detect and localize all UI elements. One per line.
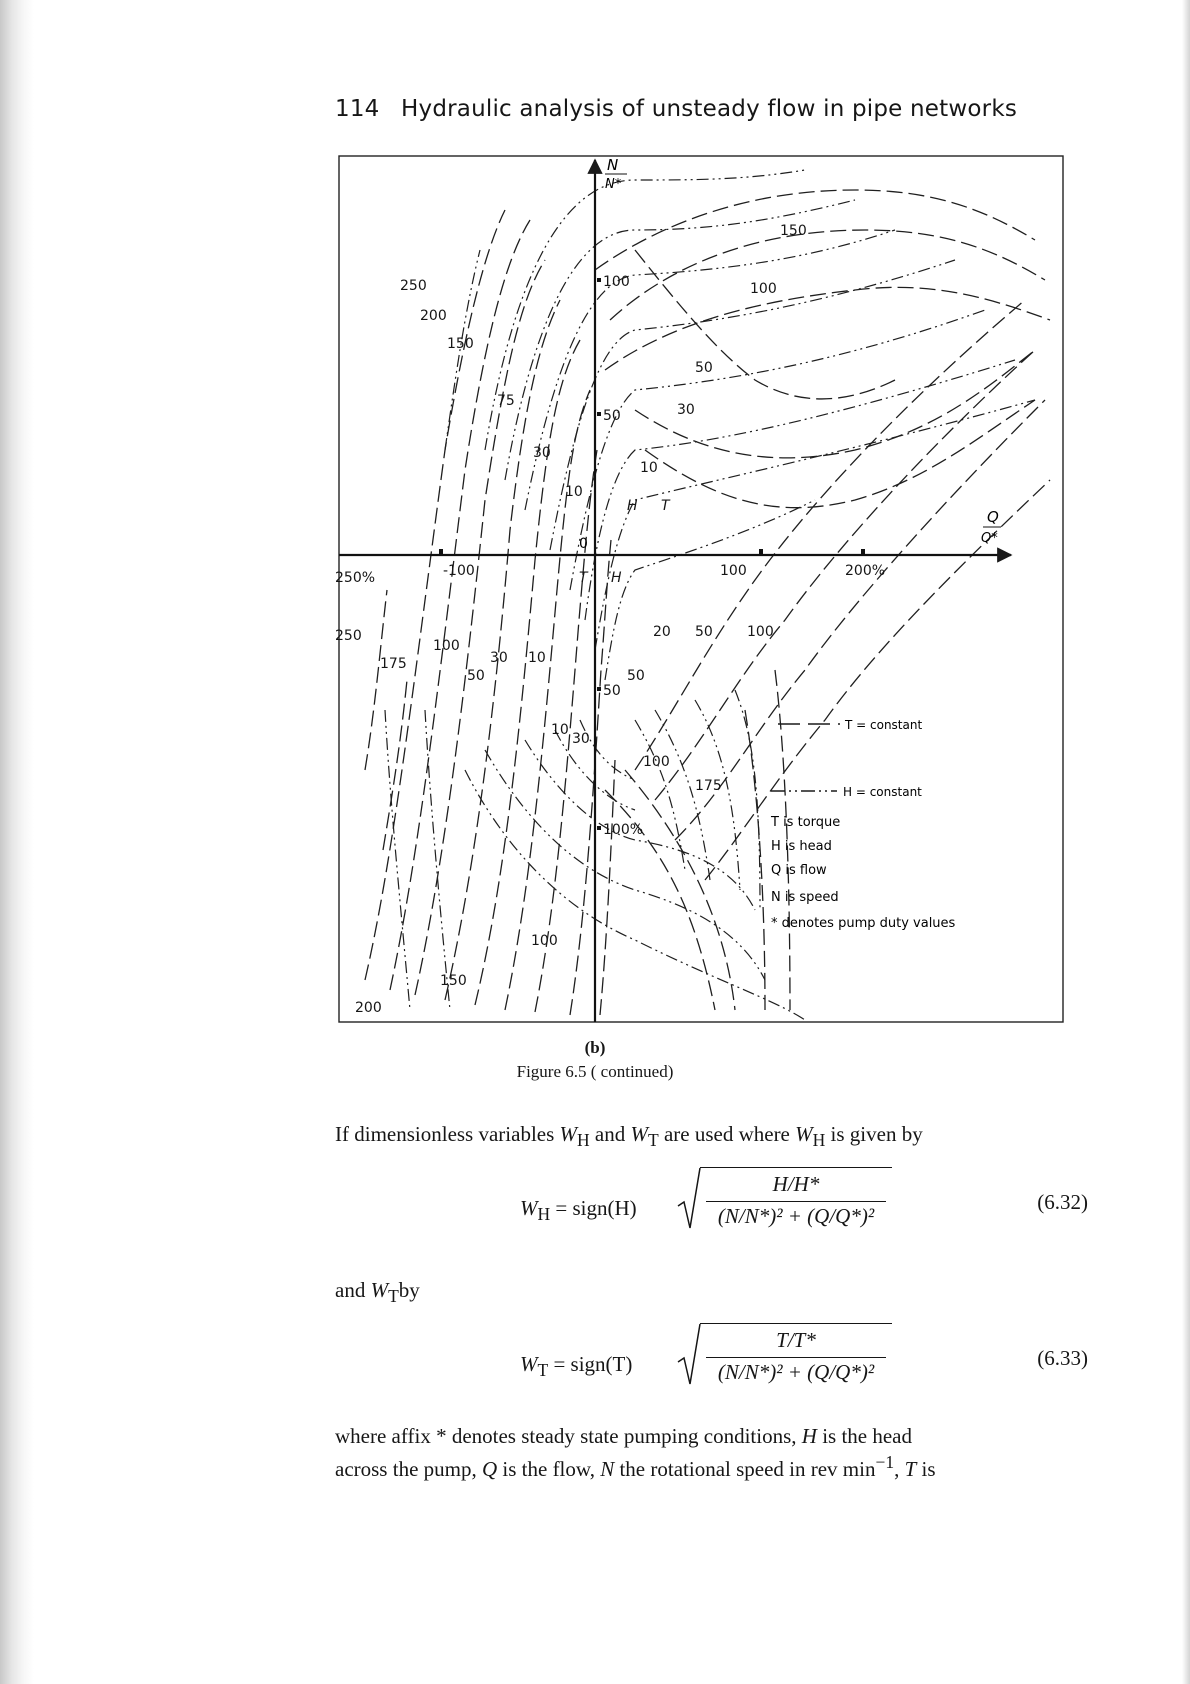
contour-label: 30 [677,402,695,418]
equation-6-33-numerator: T/T* [776,1328,816,1352]
contour-label: 100 [531,933,558,949]
tick-label-y-neg: 100% [603,822,644,838]
legend-note: T is torque [771,815,841,830]
legend-note: N is speed [771,890,839,905]
equation-6-32-numerator: H/H* [772,1172,820,1196]
contour-label: 50 [695,624,713,640]
sqrt-sign [676,1322,702,1390]
tick-label-x-neg: 250% [335,570,376,586]
figure-sublabel: (b) [584,1038,606,1057]
curve-mark-t: T [661,498,670,514]
scan-shadow-left [0,0,34,1684]
y-axis-label-num: N [607,156,619,174]
contour-label: 20 [653,624,671,640]
contour-label: 200 [420,308,447,324]
tick-label-x-neg-mid: -100 [443,563,475,579]
torque-curves [365,190,1050,1015]
curve-mark-h: H [627,498,638,514]
tick-label-y-neg-mid: 50 [603,683,621,699]
fraction-bar [706,1201,886,1203]
paragraph-1: If dimensionless variables $W_H$ and $W_T$ are used where $W_H$ is given by [335,1122,923,1151]
equation-6-32-denominator: (N/N*)² + (Q/Q*)² [717,1204,875,1228]
tick-label-y-pos: 100 [603,274,630,290]
contour-label: 100 [643,754,670,770]
contour-label: 250 [335,628,362,644]
page-number: 114 [335,96,380,122]
curve-mark-t: T [579,570,588,586]
paragraph-2: and $W_Tby$ [335,1278,420,1307]
contour-label: 10 [565,484,583,500]
sqrt-overline [700,1167,892,1169]
contour-label: 175 [380,656,407,672]
head-curves [385,170,1035,1020]
legend-t-label: T = constant [845,718,923,732]
contour-label: 250 [400,278,427,294]
tick-label-y-mid: 50 [603,408,621,424]
x-axis-label-den: Q* [981,531,998,546]
fraction-bar [706,1357,886,1359]
equation-6-32-lhs: $W_H$ = sign(H) [520,1196,637,1225]
equation-6-33-denominator: (N/N*)² + (Q/Q*)² [717,1360,875,1384]
curve-mark-h: H [611,570,622,586]
contour-label: 50 [695,360,713,376]
running-header [335,96,1017,122]
legend-h-label: H = constant [843,785,922,799]
contour-label: 50 [627,668,645,684]
x-axis-label-num: Q [987,508,999,526]
figure-frame [339,156,1063,1022]
sqrt-sign [676,1166,702,1234]
figure-caption: Figure 6.5 ( continued) [516,1062,674,1081]
paragraph-3-line-1: where affix * denotes steady state pumping conditions, H is the head [335,1424,912,1448]
equation-6-33-lhs: $W_T$ = sign(T) [520,1352,633,1381]
legend-note: Q is flow [771,863,827,878]
sqrt-overline [700,1323,892,1325]
contour-label: 200 [355,1000,382,1016]
contour-label: 100 [750,281,777,297]
y-axis-label-den: N* [605,177,622,192]
contour-label: 175 [695,778,722,794]
contour-label: 30 [490,650,508,666]
legend-note: * denotes pump duty values [771,916,956,931]
scan-shadow-right [1182,0,1190,1684]
contour-label: 100 [433,638,460,654]
contour-label: 150 [780,223,807,239]
contour-label: 150 [447,336,474,352]
contour-label: 10 [640,460,658,476]
contour-label: 150 [440,973,467,989]
equation-number-6-32: (6.32) [1037,1190,1088,1214]
paragraph-3-line-2: across the pump, Q is the flow, N the rotational speed in rev $\min^{-1}$, T is [335,1452,936,1481]
legend [770,718,956,931]
contour-label: 100 [747,624,774,640]
legend-note: H is head [771,839,832,854]
equation-number-6-33: (6.33) [1037,1346,1088,1370]
contour-label: 30 [533,445,551,461]
tick-label-x-pos-mid: 100 [720,563,747,579]
contour-label: 50 [467,668,485,684]
running-title: Hydraulic analysis of unsteady flow in pipe networks [401,96,1018,122]
contour-label: 10 [551,722,569,738]
contour-label: 75 [497,393,515,409]
origin-label: 0 [579,536,588,552]
contour-label: 30 [572,731,590,747]
pump-characteristics-figure [335,150,1070,1030]
tick-label-x-pos: 200% [845,563,886,579]
contour-label: 10 [528,650,546,666]
